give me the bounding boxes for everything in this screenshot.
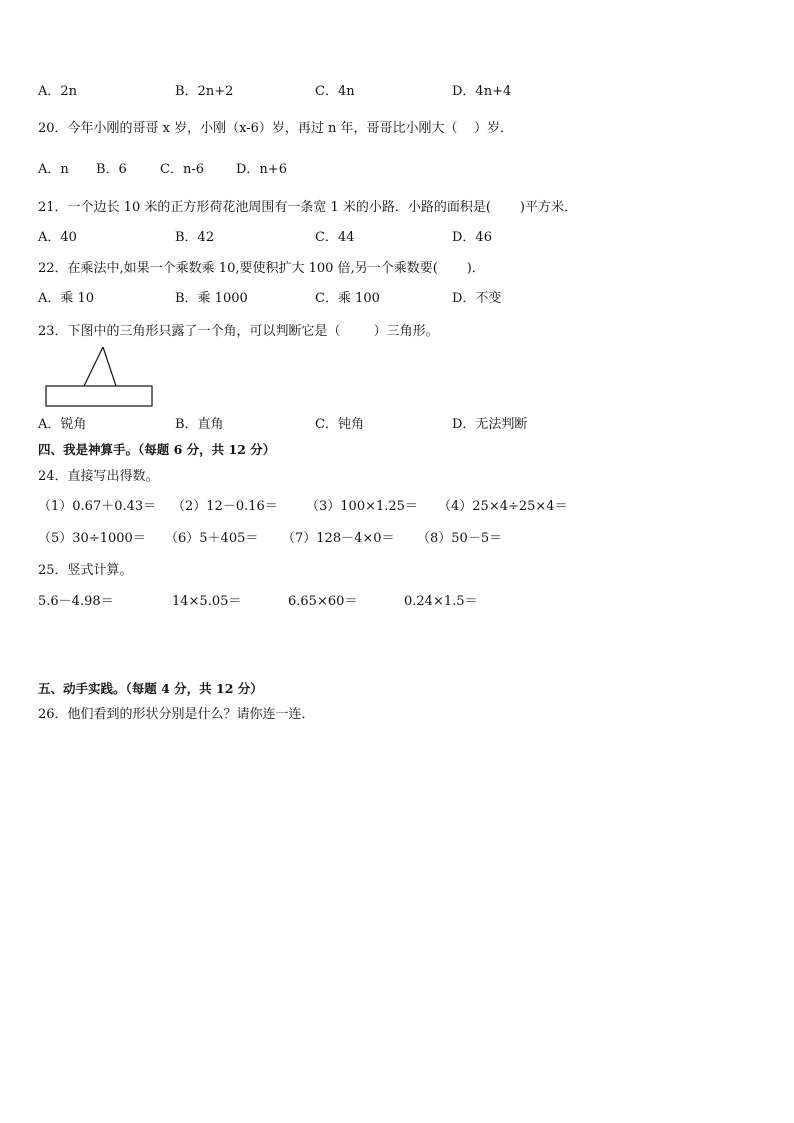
q25-item-4: 0.24×1.5＝	[404, 594, 478, 609]
q24-item-3: （3）100×1.25＝	[306, 499, 418, 514]
q22-option-a: A．乘 10	[38, 291, 95, 306]
q21-option-c: C．44	[315, 230, 355, 245]
section5-title: 五、动手实践。（每题 4 分，共 12 分）	[38, 681, 263, 696]
q19-option-a: A．2n	[38, 84, 78, 99]
q21-option-b: B．42	[175, 230, 215, 245]
q25-item-2: 14×5.05＝	[172, 594, 242, 609]
triangle-right-side	[103, 347, 116, 386]
q24-stem: 24．直接写出得数。	[38, 469, 159, 484]
q24-item-8: （8）50－5＝	[417, 531, 503, 546]
q20-option-b: B．6	[96, 162, 127, 177]
q21-stem: 21．一个边长 10 米的正方形荷花池周围有一条宽 1 米的小路．小路的面积是( )平方米．	[38, 200, 577, 215]
q23-option-b: B．直角	[175, 417, 224, 432]
q24-item-7: （7）128－4×0＝	[282, 531, 395, 546]
q20-option-d: D．n+6	[236, 162, 287, 177]
q24-item-2: （2）12－0.16＝	[172, 499, 278, 514]
q22-stem: 22．在乘法中,如果一个乘数乘 10,要使积扩大 100 倍,另一个乘数要( )．	[38, 261, 485, 276]
q26-stem: 26．他们看到的形状分别是什么？请你连一连．	[38, 707, 315, 722]
q22-option-b: B．乘 1000	[175, 291, 248, 306]
q19-option-b: B．2n+2	[175, 84, 234, 99]
q22-option-c: C．乘 100	[315, 291, 380, 306]
q23-option-a: A．锐角	[38, 417, 87, 432]
q24-item-6: （6）5＋405＝	[165, 531, 259, 546]
q24-item-1: （1）0.67＋0.43＝	[38, 499, 157, 514]
q19-option-d: D．4n+4	[452, 84, 512, 99]
q24-item-5: （5）30÷1000＝	[38, 531, 146, 546]
q21-option-d: D．46	[452, 230, 492, 245]
q24-item-4: （4）25×4÷25×4＝	[438, 499, 568, 514]
q19-option-c: C．4n	[315, 84, 355, 99]
q20-stem: 20．今年小刚的哥哥 x 岁，小刚（x-6）岁，再过 n 年，哥哥比小刚大（ ）岁．	[38, 121, 514, 136]
q25-stem: 25．竖式计算。	[38, 563, 133, 578]
triangle-corner-figure	[40, 343, 156, 409]
q21-option-a: A．40	[38, 230, 77, 245]
triangle-left-side	[84, 347, 103, 386]
q25-item-1: 5.6－4.98＝	[38, 594, 114, 609]
q25-item-3: 6.65×60＝	[288, 594, 358, 609]
q23-option-c: C．钝角	[315, 417, 364, 432]
q23-stem: 23．下图中的三角形只露了一个角，可以判断它是（ ）三角形。	[38, 324, 439, 339]
q22-option-d: D．不变	[452, 291, 502, 306]
q20-option-c: C．n-6	[160, 162, 204, 177]
q20-option-a: A．n	[38, 162, 69, 177]
q23-option-d: D．无法判断	[452, 417, 528, 432]
section4-title: 四、我是神算手。（每题 6 分，共 12 分）	[38, 442, 276, 457]
covering-rectangle	[46, 386, 152, 406]
